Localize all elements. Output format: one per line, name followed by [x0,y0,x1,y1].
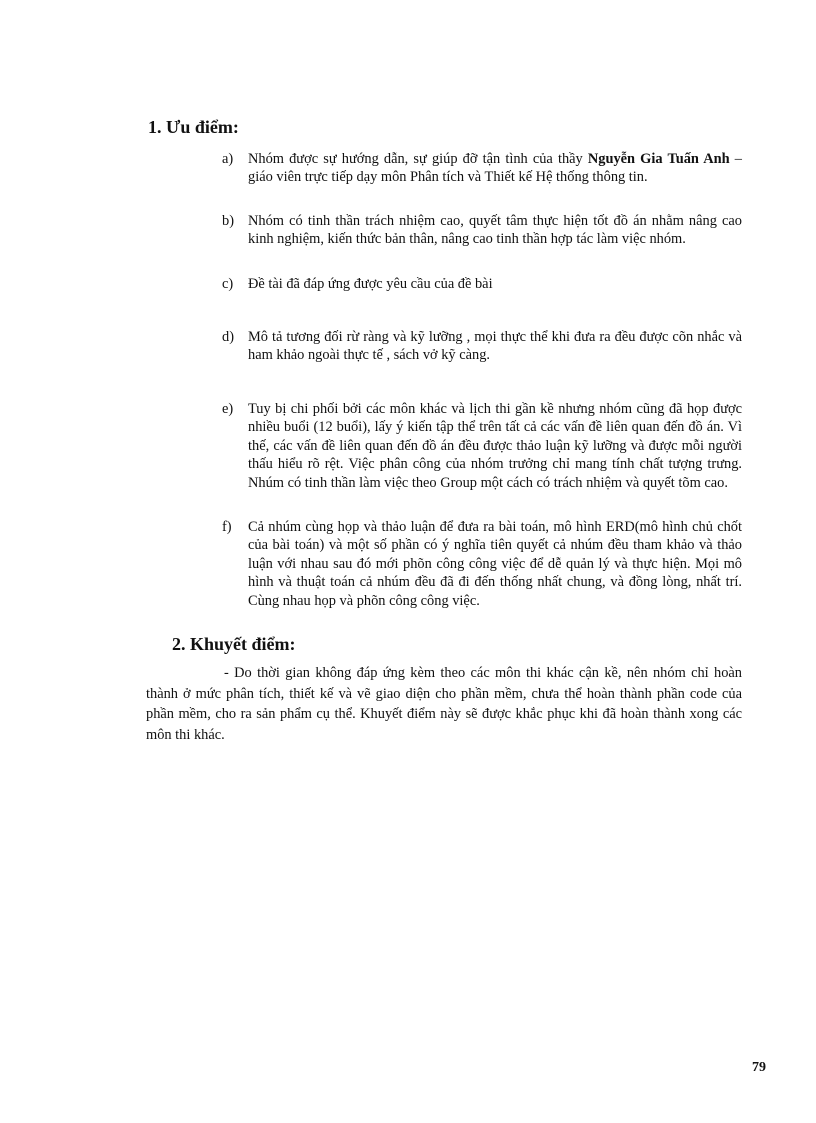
list-label: f) [222,519,232,535]
page-number: 79 [752,1060,766,1075]
list-text: Nhóm được sự hướng dẫn, sự giúp đỡ tận tình của thầy Nguyễn Gia Tuấn Anh – giáo viên trực tiếp dạy môn Phân tích và Thiết kế Hệ thống thông tin. [248,151,743,186]
section-heading-advantages: 1. Ưu điểm: [148,117,239,137]
list-item-a [222,150,742,187]
list-label: e) [222,401,234,417]
section-heading-disadvantages: 2. Khuyết điểm: [172,634,296,654]
list-item-f [222,518,742,610]
list-label: a) [222,151,234,167]
list-item-e [222,400,742,492]
list-text: Tuy bị chi phối bởi các môn khác và lịch thi gần kề nhưng nhóm cũng đã họp được nhiều buổi (12 buổi), lấy ý kiến tập thể trên tất cả các vấn đề liên quan đến đồ án. Vì thế, các vấn đề liên quan đến đồ án đều được thảo luận kỹ lưỡng và được mỗi người thấu hiểu rõ rệt. Việc phân công của nhóm trưởng chỉ mang tính chất tượng trưng. Nhúm có tinh thần làm việc theo Group một cách có trách nhiệm và quyết tõm cao. [248,401,742,491]
list-label: b) [222,213,234,229]
list-item-c [222,275,742,293]
list-text: Nhóm có tinh thần trách nhiệm cao, quyết tâm thực hiện tốt đồ án nhằm nâng cao kinh nghiệm, kiến thức bản thân, nâng cao tinh thần hợp tác làm việc nhóm. [248,213,742,248]
teacher-name: Nguyễn Gia Tuấn Anh [587,151,730,167]
list-text: Đề tài đã đáp ứng được yêu cầu của đề bài [248,276,493,292]
list-text: Mô tả tương đối rừ ràng và kỹ lưỡng , mọi thực thể khi đưa ra đều được cõn nhắc và ham khảo ngoài thực tế , sách vở kỹ càng. [248,329,742,364]
list-item-b [222,212,742,249]
list-label: c) [222,276,234,292]
list-item-d [222,328,742,365]
list-label: d) [222,329,234,345]
list-text: Cả nhúm cùng họp và thảo luận để đưa ra bài toán, mô hình ERD(mô hình chủ chốt của bài toán) và một số phần có ý nghĩa tiên quyết cả nhúm đều tham khảo và thảo luận với nhau sau đó mới phõn công công việc để dễ quản lý và thực hiện. Mọi mô hình và thuật toán cả nhúm đều đã đi đến thống nhất chung, và đồng lòng, nhất trí. Cùng nhau họp và phõn công công việc. [248,519,742,609]
disadvantages-paragraph: - Do thời gian không đáp ứng kèm theo các môn thi khác cận kề, nên nhóm chỉ hoàn thành ở mức phân tích, thiết kế và vẽ giao diện cho phần mềm, chưa thể hoàn thành phần code của phần mềm, cho ra sản phẩm cụ thể. Khuyết điểm này sẽ được khắc phục khi đã hoàn thành xong các môn thi khác. [146,665,742,743]
